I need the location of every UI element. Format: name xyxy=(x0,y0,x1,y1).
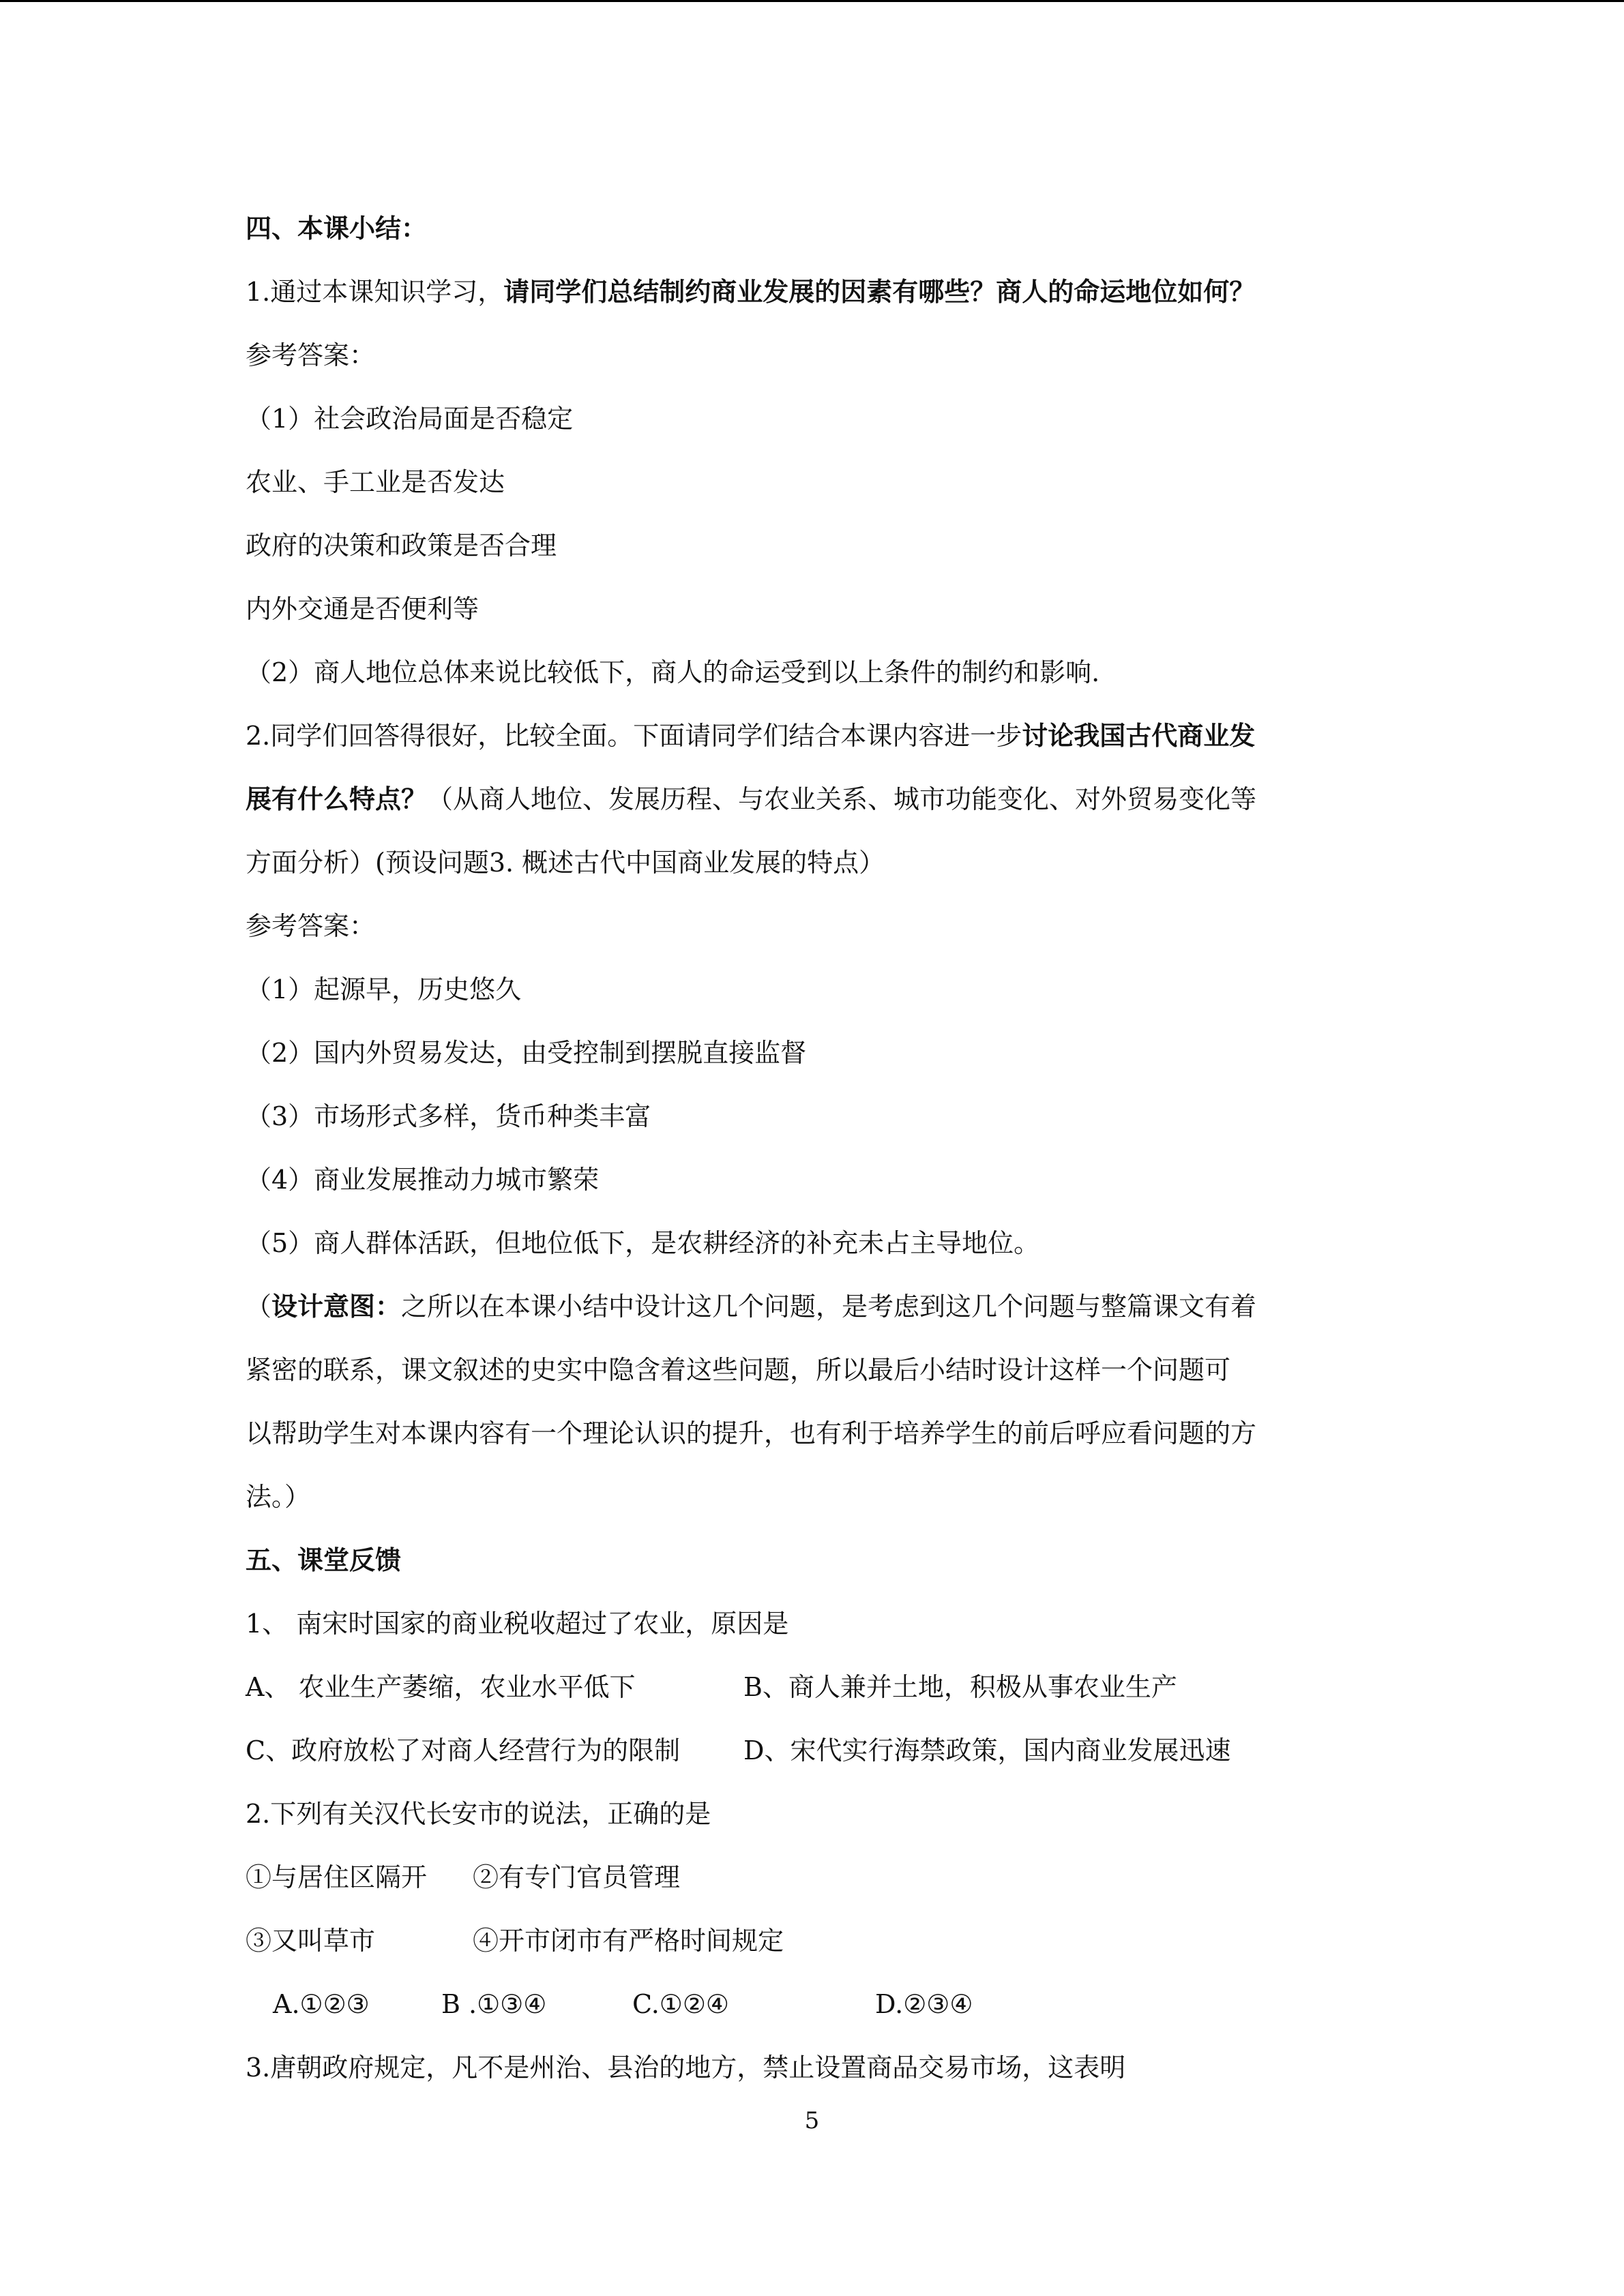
q1-prefix: 1.通过本课知识学习， xyxy=(246,277,504,307)
design-open: （ xyxy=(246,1292,272,1322)
answer-label-1: 参考答案： xyxy=(246,340,376,370)
q2-rest: （从商人地位、发展历程、与农业关系、城市功能变化、对外贸易变化等 xyxy=(427,784,1257,814)
design-intent-line3: 以帮助学生对本课内容有一个理论认识的提升，也有利于培养学生的前后呼应看问题的方 xyxy=(246,1418,1257,1448)
answer1-line3: 政府的决策和政策是否合理 xyxy=(246,531,557,561)
answer2-line4: （4）商业发展推动力城市繁荣 xyxy=(246,1165,600,1195)
q1-bold: 请同学们总结制约商业发展的因素有哪些？商人的命运地位如何？ xyxy=(503,276,1256,307)
q1-option-b: B、商人兼并土地，积极从事农业生产 xyxy=(743,1672,1177,1702)
section4-heading: 四、本课小结： xyxy=(246,213,428,243)
q1-option-a: A、 农业生产萎缩，农业水平低下 xyxy=(246,1672,636,1702)
section4-question-2-line1 xyxy=(246,719,1255,753)
top-border xyxy=(0,0,1624,2)
q1-option-d: D、宋代实行海禁政策，国内商业发展迅速 xyxy=(743,1735,1231,1765)
feedback-q1: 1、 南宋时国家的商业税收超过了农业，原因是 xyxy=(246,1609,789,1639)
answer2-line2: （2）国内外贸易发达，由受控制到摆脱直接监督 xyxy=(246,1038,807,1068)
answer2-line1: （1）起源早，历史悠久 xyxy=(246,974,522,1004)
q2-option-c: C.①②④ xyxy=(632,1989,729,2019)
q1-option-c: C、政府放松了对商人经营行为的限制 xyxy=(246,1735,681,1765)
section4-question-2-line3: 方面分析）(预设问题3. 概述古代中国商业发展的特点） xyxy=(246,848,885,878)
feedback-q3: 3.唐朝政府规定，凡不是州治、县治的地方，禁止设置商品交易市场，这表明 xyxy=(246,2053,1126,2083)
answer1-line1: （1）社会政治局面是否稳定 xyxy=(246,404,574,434)
section4-question-1 xyxy=(246,275,1255,309)
q2-option-a: A.①②③ xyxy=(273,1989,370,2019)
answer1-line4: 内外交通是否便利等 xyxy=(246,594,479,624)
q2-option-d: D.②③④ xyxy=(875,1989,973,2019)
q2-option-b: B .①③④ xyxy=(441,1989,547,2019)
design-intent-line1 xyxy=(246,1289,1256,1324)
design-intent-line2: 紧密的联系，课文叙述的史实中隐含着这些问题，所以最后小结时设计这样一个问题可 xyxy=(246,1355,1231,1385)
q2-bold-2: 展有什么特点？ xyxy=(246,784,428,814)
design-rest: 之所以在本课小结中设计这几个问题，是考虑到这几个问题与整篇课文有着 xyxy=(401,1292,1257,1322)
feedback-q2: 2.下列有关汉代长安市的说法，正确的是 xyxy=(246,1799,711,1829)
q2-statement-2: ②有专门官员管理 xyxy=(473,1862,681,1892)
design-intent-line4: 法。） xyxy=(246,1482,311,1512)
section5-heading: 五、课堂反馈 xyxy=(246,1545,402,1575)
section4-question-2-line2 xyxy=(246,782,1256,816)
feedback-q2-statements-34 xyxy=(246,1924,784,1958)
q2-statement-1: ①与居住区隔开 xyxy=(246,1862,428,1892)
q2-statement-4: ④开市闭市有严格时间规定 xyxy=(473,1926,784,1956)
answer2-line3: （3）市场形式多样，货币种类丰富 xyxy=(246,1101,651,1131)
q2-prefix: 2.同学们回答得很好，比较全面。下面请同学们结合本课内容进一步 xyxy=(246,721,1022,751)
answer-label-2: 参考答案： xyxy=(246,911,376,941)
feedback-q1-options-ab xyxy=(246,1670,1177,1704)
answer1-line5: （2）商人地位总体来说比较低下，商人的命运受到以上条件的制约和影响. xyxy=(246,657,1100,687)
q2-bold-1: 讨论我国古代商业发 xyxy=(1022,720,1256,751)
feedback-q2-statements-12 xyxy=(246,1860,681,1894)
q2-statement-3: ③又叫草市 xyxy=(246,1926,376,1956)
design-bold: 设计意图： xyxy=(271,1291,402,1322)
answer1-line2: 农业、手工业是否发达 xyxy=(246,467,505,497)
answer2-line5: （5）商人群体活跃，但地位低下，是农耕经济的补充未占主导地位。 xyxy=(246,1228,1040,1258)
feedback-q1-options-cd xyxy=(246,1733,1231,1768)
page-number: 5 xyxy=(804,2107,820,2134)
